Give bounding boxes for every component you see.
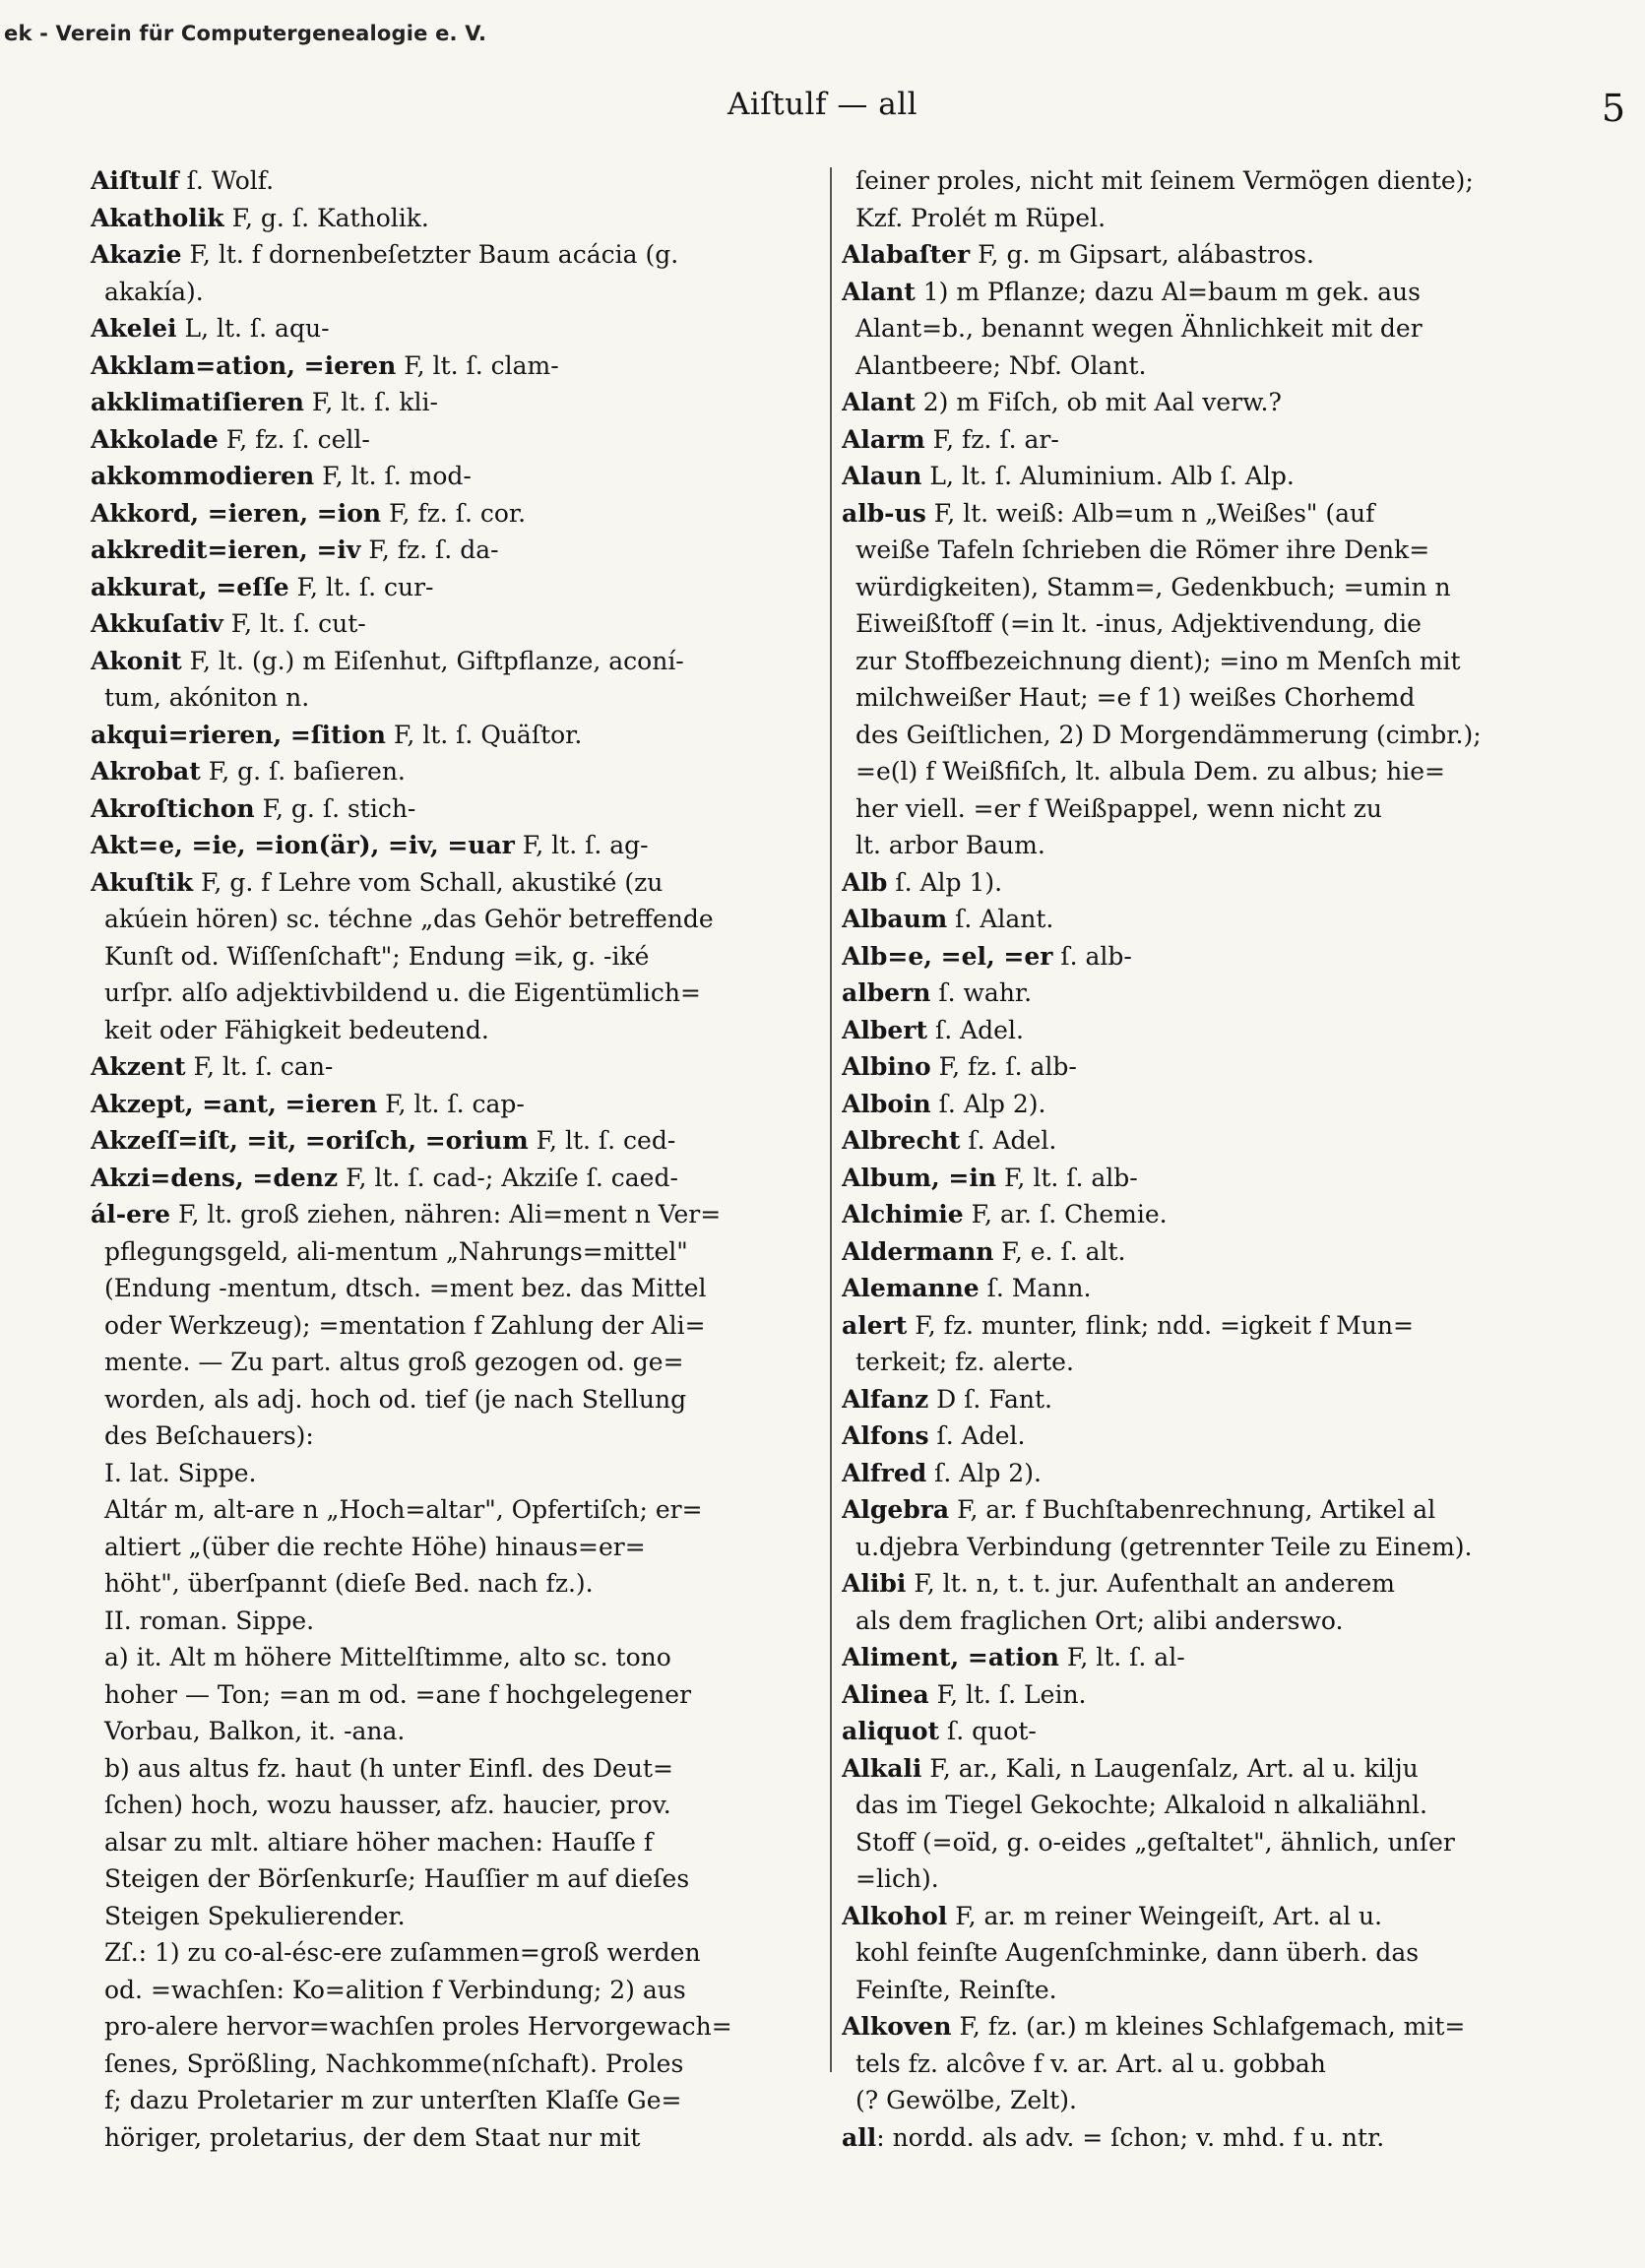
entry-line [842, 1898, 1590, 1935]
entry-line [842, 1491, 1590, 1529]
entry-line [91, 901, 837, 938]
entry-line [91, 2046, 837, 2083]
entry-text: ſ. Alp 1). [887, 867, 1003, 897]
entry-line [842, 458, 1590, 495]
entry-text: 1) m Pflanze; dazu Al=baum m gek. aus [915, 277, 1421, 306]
entry-line [91, 569, 837, 606]
entry-text: F, g. ſ. Katholik. [223, 203, 429, 232]
entry-text: lt. arbor Baum. [855, 831, 1045, 859]
entry-text: f; dazu Proletarier m zur unterſten Klaſſe Ge= [104, 2086, 682, 2114]
entry-text: her viell. =er f Weißpappel, wenn nicht zu [855, 793, 1382, 823]
entry-line [91, 1381, 837, 1418]
entry-text: ſenes, Sprößling, Nachkomme(nſchaft). Proles [104, 2048, 684, 2078]
entry-text: F, lt. ſ. Quäſtor. [385, 720, 583, 749]
entry-text: pflegungsgeld, ali-mentum „Nahrungs=mittel" [104, 1236, 688, 1266]
entry-line [91, 938, 837, 976]
headword: Alfred [842, 1458, 927, 1487]
headword: akqui=rieren, =ſition [91, 720, 386, 749]
entry-text: ſ. Adel. [927, 1015, 1024, 1044]
entry-line [842, 384, 1590, 421]
entry-line [91, 384, 837, 421]
entry-line [91, 790, 837, 828]
entry-line [91, 310, 837, 347]
entry-line [91, 1529, 837, 1566]
entry-line [842, 1122, 1590, 1160]
entry-text: ſ. Mann. [979, 1274, 1092, 1302]
entry-text: F, lt. ſ. cur- [288, 572, 434, 601]
entry-line [842, 421, 1590, 459]
headword: Alfanz [842, 1384, 929, 1414]
headword: Akt=e, =ie, =ion(är), =iv, =uar [91, 831, 515, 859]
entry-text: keit oder Fähigkeit bedeutend. [104, 1015, 489, 1044]
headword: Akuſtik [91, 867, 194, 897]
entry-text: urſpr. alſo adjektivbildend u. die Eigentümlich= [104, 978, 701, 1007]
entry-line [91, 458, 837, 495]
entry-text: F, lt. ſ. ced- [528, 1126, 676, 1155]
entry-line [842, 1160, 1590, 1197]
headword: Alabaſter [842, 240, 971, 269]
entry-text: des Beſchauers): [104, 1421, 314, 1450]
headword: akkommodieren [91, 462, 315, 490]
entry-line [91, 347, 837, 385]
entry-line [842, 1824, 1590, 1861]
entry-line [91, 1713, 837, 1750]
page-number: 5 [1601, 87, 1625, 130]
headword: Alb [842, 867, 888, 897]
entry-line [91, 1898, 837, 1935]
headword: Alarm [842, 424, 925, 454]
entry-line [91, 1676, 837, 1714]
entry-line [842, 200, 1590, 237]
entry-text: F, ar. f Buchſtabenrechnung, Artikel al [949, 1495, 1436, 1524]
headword: Akzeſſ=iſt, =it, =oriſch, =orium [91, 1126, 529, 1155]
entry-line [91, 274, 837, 311]
entry-text: ſ. Alp 2). [930, 1089, 1046, 1118]
headword: Aiſtulf [91, 166, 179, 195]
entry-line [842, 1455, 1590, 1492]
entry-text: F, lt. ſ. cad-; Akziſe ſ. caed- [338, 1163, 678, 1192]
entry-line [842, 864, 1590, 902]
entry-line [842, 1048, 1590, 1086]
headword: Albrecht [842, 1126, 961, 1155]
entry-text: I. lat. Sippe. [104, 1458, 257, 1487]
entry-text: F, g. m Gipsart, alábastros. [970, 240, 1314, 269]
headword: Alant [842, 277, 916, 306]
entry-text: b) aus altus fz. haut (h unter Einfl. des Deut= [104, 1753, 673, 1783]
entry-text: =lich). [855, 1864, 939, 1893]
headword: Akzent [91, 1052, 186, 1081]
headword: Akonit [91, 646, 182, 675]
entry-text: a) it. Alt m höhere Mittelſtimme, alto sc. tono [104, 1643, 671, 1671]
entry-line [842, 236, 1590, 274]
entry-text: F, lt. (g.) m Eiſenhut, Giftpflanze, aconí- [181, 646, 684, 675]
entry-line [91, 1565, 837, 1603]
entry-text: F, lt. n, t. t. jur. Aufenthalt an anderem [906, 1569, 1395, 1598]
entry-line [842, 938, 1590, 976]
entry-line [91, 162, 837, 200]
entry-line [842, 1086, 1590, 1123]
entry-line [91, 1160, 837, 1197]
headword: Akkord, =ieren, =ion [91, 498, 382, 528]
entry-text: Altár m, alt-are n „Hoch=altar", Opfertiſch; er= [104, 1495, 703, 1524]
entry-text: Alantbeere; Nbf. Olant. [855, 350, 1147, 380]
entry-line [91, 1787, 837, 1824]
entry-text: u.djebra Verbindung (getrennter Teile zu Einem). [855, 1532, 1473, 1561]
entry-line [91, 1824, 837, 1861]
entry-text: F, fz. munter, flink; ndd. =igkeit f Mun= [907, 1310, 1414, 1340]
entry-line [842, 1787, 1590, 1824]
entry-line [91, 236, 837, 274]
entry-text: worden, als adj. hoch od. tief (je nach Stellung [104, 1384, 687, 1414]
entry-text: hoher — Ton; =an m od. =ane f hochgelegener [104, 1679, 692, 1709]
entry-text: pro-alere hervor=wachſen proles Hervorgewach= [104, 2012, 732, 2041]
entry-line [91, 605, 837, 643]
entry-text: F, lt. ſ. cap- [377, 1089, 525, 1118]
entry-line [842, 2008, 1590, 2046]
entry-line [842, 310, 1590, 347]
entry-line [91, 643, 837, 680]
headword: Alboin [842, 1089, 931, 1118]
entry-text: akúein hören) sc. téchne „das Gehör betreffende [104, 905, 714, 933]
entry-text: weiße Tafeln ſchrieben die Römer ihre Denk= [855, 536, 1430, 564]
entry-line [842, 753, 1590, 790]
entry-line [842, 162, 1590, 200]
entry-text: ſ. Adel. [960, 1126, 1057, 1155]
headword: akkurat, =eſſe [91, 572, 289, 601]
entry-text: II. roman. Sippe. [104, 1606, 315, 1635]
entry-line [91, 1307, 837, 1345]
entry-line [842, 1713, 1590, 1750]
entry-text: das im Tiegel Gekochte; Alkaloid n alkaliähnl. [855, 1791, 1427, 1819]
entry-text: ſ. quot- [939, 1717, 1037, 1745]
entry-line [91, 1455, 837, 1492]
headword: Alemanne [842, 1274, 980, 1302]
entry-text: Zſ.: 1) zu co-al-ésc-ere zuſammen=groß werden [104, 1938, 701, 1967]
entry-line [842, 790, 1590, 828]
entry-text: F, lt. ſ. al- [1058, 1643, 1185, 1671]
entry-text: L, lt. ſ. aqu- [176, 314, 330, 343]
entry-text: tum, akóniton n. [104, 683, 310, 712]
entry-text: (? Gewölbe, Zelt). [855, 2086, 1077, 2114]
entry-line [842, 1860, 1590, 1898]
headword: Alinea [842, 1679, 929, 1709]
entry-line [842, 1233, 1590, 1271]
headword: ál-ere [91, 1200, 171, 1228]
entry-text: Kunſt od. Wiſſenſchaft"; Endung =ik, g. -iké [104, 941, 650, 971]
entry-text: F, lt. ſ. alb- [996, 1163, 1138, 1192]
entry-line [91, 1972, 837, 2009]
headword: Akelei [91, 314, 177, 343]
headword: Algebra [842, 1495, 950, 1524]
entry-text: F, lt. ſ. clam- [396, 350, 559, 380]
entry-text: F, fz. ſ. da- [360, 536, 499, 564]
entry-text: ſ. Wolf. [178, 166, 275, 195]
watermark: ek - Verein für Computergenealogie e. V. [4, 22, 487, 45]
entry-text: F, lt. ſ. ag- [514, 831, 649, 859]
entry-line [842, 1529, 1590, 1566]
entry-text: F, ar. ſ. Chemie. [963, 1200, 1168, 1228]
entry-line [842, 1012, 1590, 1049]
entry-text: Feinſte, Reinſte. [855, 1975, 1057, 2004]
entry-text: ſchen) hoch, wozu hausser, afz. haucier, prov. [104, 1791, 671, 1819]
entry-line [842, 643, 1590, 680]
entry-line [842, 679, 1590, 717]
headword: Albaum [842, 905, 948, 933]
entry-text: F, g. ſ. stich- [254, 793, 416, 823]
headword: Alchimie [842, 1200, 964, 1228]
entry-line [91, 200, 837, 237]
entry-line [91, 2119, 837, 2157]
entry-text: F, fz. ſ. alb- [930, 1052, 1077, 1081]
entry-line [91, 1491, 837, 1529]
entry-text: F, lt. ſ. kli- [303, 388, 438, 416]
headword: Akzi=dens, =denz [91, 1163, 339, 1192]
entry-line [842, 1418, 1590, 1455]
entry-text: : nordd. als adv. = ſchon; v. mhd. f u. ntr. [876, 2122, 1385, 2152]
entry-line [842, 605, 1590, 643]
entry-text: 2) m Fiſch, ob mit Aal verw.? [915, 388, 1282, 416]
entry-line [842, 2082, 1590, 2119]
entry-text: F, ar. m reiner Weingeiſt, Art. al u. [947, 1901, 1383, 1930]
entry-line [91, 1639, 837, 1676]
entry-line [91, 975, 837, 1012]
headword: albern [842, 978, 931, 1007]
entry-line [91, 1418, 837, 1455]
entry-text: F, lt. ſ. mod- [314, 462, 472, 490]
entry-text: F, g. f Lehre vom Schall, akustiké (zu [193, 867, 664, 897]
entry-text: ſ. Adel. [928, 1421, 1026, 1450]
entry-line [842, 975, 1590, 1012]
entry-text: F, lt. f dornenbeſetzter Baum acácia (g. [181, 240, 679, 269]
entry-text: alsar zu mlt. altiare höher machen: Hauſſe f [104, 1827, 654, 1857]
entry-line [91, 1750, 837, 1788]
entry-text: F, lt. groß ziehen, nähren: Ali=ment n Ver= [170, 1200, 722, 1228]
headword: Alaun [842, 462, 922, 490]
entry-line [842, 717, 1590, 754]
headword: Akklam=ation, =ieren [91, 350, 397, 380]
entry-text: F, lt. ſ. Lein. [928, 1679, 1087, 1709]
headword: Alant [842, 388, 916, 416]
headword: Alkohol [842, 1901, 948, 1930]
entry-text: Vorbau, Balkon, it. -ana. [104, 1717, 406, 1745]
headword: Albert [842, 1015, 927, 1044]
entry-line [842, 1934, 1590, 1972]
entry-line [91, 1048, 837, 1086]
entry-line [842, 274, 1590, 311]
headword: Album, =in [842, 1163, 997, 1192]
entry-text: D ſ. Fant. [928, 1384, 1052, 1414]
entry-text: ſ. Alp 2). [926, 1458, 1042, 1487]
entry-text: zur Stoffbezeichnung dient); =ino m Menſch mit [855, 646, 1461, 675]
entry-text: Steigen Spekulierender. [104, 1901, 406, 1930]
entry-text: F, fz. ſ. cell- [218, 424, 370, 454]
headword: aliquot [842, 1717, 940, 1745]
entry-line [842, 1676, 1590, 1714]
entry-text: Eiweißſtoff (=in lt. -inus, Adjektivendung, die [855, 609, 1422, 638]
entry-line [91, 495, 837, 533]
entry-text: F, e. ſ. alt. [993, 1236, 1126, 1266]
entry-line [842, 1750, 1590, 1788]
entry-line [842, 1307, 1590, 1345]
headword: Akatholik [91, 203, 224, 232]
entry-text: als dem fraglichen Ort; alibi anderswo. [855, 1606, 1344, 1635]
entry-line [91, 1603, 837, 1640]
entry-text: höriger, proletarius, der dem Staat nur mit [104, 2122, 641, 2152]
entry-text: des Geiſtlichen, 2) D Morgendämmerung (cimbr.); [855, 720, 1482, 749]
headword: Akkuſativ [91, 609, 223, 638]
headword: Akazie [91, 240, 182, 269]
entry-text: F, fz. ſ. ar- [924, 424, 1059, 454]
entry-line [842, 901, 1590, 938]
entry-text: Kzf. Prolét m Rüpel. [855, 203, 1107, 232]
headword: Alkoven [842, 2012, 952, 2041]
entry-text: F, lt. weiß: Alb=um n „Weißes" (auf [925, 498, 1375, 528]
entry-line [91, 864, 837, 902]
headword: Alibi [842, 1569, 907, 1598]
entry-line [842, 347, 1590, 385]
entry-text: tels fz. alcôve f v. ar. Art. al u. gobbah [855, 2048, 1326, 2078]
entry-text: Alant=b., benannt wegen Ähnlichkeit mit der [855, 314, 1423, 343]
headword: Alkali [842, 1753, 922, 1783]
entry-line [91, 679, 837, 717]
entry-text: terkeit; fz. alerte. [855, 1348, 1074, 1376]
entry-text: F, lt. ſ. can- [185, 1052, 334, 1081]
entry-line [842, 1639, 1590, 1676]
headword: alert [842, 1310, 908, 1340]
headword: Akrobat [91, 757, 201, 786]
entry-line [91, 1086, 837, 1123]
headword: Aldermann [842, 1236, 994, 1266]
headword: Akzept, =ant, =ieren [91, 1089, 378, 1118]
entry-line [91, 717, 837, 754]
entry-text: ſeiner proles, nicht mit ſeinem Vermögen diente); [855, 166, 1474, 195]
entry-text: ſ. wahr. [930, 978, 1033, 1007]
headword: akkredit=ieren, =iv [91, 536, 361, 564]
entry-line [842, 495, 1590, 533]
entry-line [91, 1012, 837, 1049]
entry-line [842, 1972, 1590, 2009]
running-head: Aiſtulf — all [727, 87, 918, 122]
entry-line [842, 827, 1590, 864]
headword: Alfons [842, 1421, 929, 1450]
entry-line [842, 1381, 1590, 1418]
entry-line [91, 2082, 837, 2119]
entry-text: oder Werkzeug); =mentation f Zahlung der Ali= [104, 1310, 706, 1340]
entry-text: akakía). [104, 277, 204, 306]
entry-text: (Endung -mentum, dtsch. =ment bez. das Mittel [104, 1274, 707, 1302]
entry-line [842, 1270, 1590, 1307]
entry-line [91, 753, 837, 790]
entry-text: F, ar., Kali, n Laugenſalz, Art. al u. kilju [921, 1753, 1419, 1783]
entry-line [842, 1603, 1590, 1640]
entry-text: kohl feinſte Augenſchminke, dann überh. das [855, 1938, 1420, 1967]
entry-text: Steigen der Börſenkurſe; Hauſſier m auf dieſes [104, 1864, 690, 1893]
entry-text: milchweißer Haut; =e f 1) weißes Chorhemd [855, 683, 1416, 712]
entry-text: =e(l) f Weißfiſch, lt. albula Dem. zu albus; hie= [855, 757, 1445, 786]
entry-line [842, 1196, 1590, 1233]
entry-line [91, 532, 837, 569]
entry-line [91, 1270, 837, 1307]
headword: akklimatiſieren [91, 388, 304, 416]
entry-line [842, 2119, 1590, 2157]
entry-text: würdigkeiten), Stamm=, Gedenkbuch; =umin n [855, 572, 1451, 601]
entry-line [91, 827, 837, 864]
entry-line [842, 1565, 1590, 1603]
entry-line [91, 1196, 837, 1233]
headword: all [842, 2122, 877, 2152]
entry-text: od. =wachſen: Ko=alition f Verbindung; 2) aus [104, 1975, 686, 2004]
entry-text: höht", überſpannt (dieſe Bed. nach fz.). [104, 1569, 594, 1598]
entry-line [91, 1860, 837, 1898]
entry-line [91, 2008, 837, 2046]
entry-text: F, lt. ſ. cut- [222, 609, 366, 638]
headword: Akkolade [91, 424, 219, 454]
column-divider [830, 167, 832, 2072]
entry-line [91, 1344, 837, 1381]
entry-text: Stoff (=oïd, g. o-eides „geſtaltet", ähnlich, unſer [855, 1827, 1455, 1857]
entry-text: F, g. ſ. baſieren. [200, 757, 406, 786]
headword: Aliment, =ation [842, 1643, 1059, 1671]
entry-text: F, fz. ſ. cor. [381, 498, 527, 528]
entry-line [91, 421, 837, 459]
right-column [842, 162, 1590, 2156]
entry-line [842, 1344, 1590, 1381]
entry-line [91, 1233, 837, 1271]
entry-text: mente. — Zu part. altus groß gezogen od. ge= [104, 1348, 684, 1376]
headword: alb-us [842, 498, 926, 528]
entry-text: L, lt. ſ. Aluminium. Alb ſ. Alp. [921, 462, 1295, 490]
entry-text: F, fz. (ar.) m kleines Schlafgemach, mit= [951, 2012, 1466, 2041]
entry-text: altiert „(über die rechte Höhe) hinaus=er= [104, 1532, 646, 1561]
headword: Albino [842, 1052, 931, 1081]
entry-line [91, 1934, 837, 1972]
headword: Alb=e, =el, =er [842, 941, 1053, 971]
headword: Akroſtichon [91, 793, 255, 823]
entry-line [842, 569, 1590, 606]
entry-text: ſ. alb- [1052, 941, 1132, 971]
left-column [91, 162, 837, 2156]
entry-line [91, 1122, 837, 1160]
entry-text: ſ. Alant. [947, 905, 1054, 933]
entry-line [842, 2046, 1590, 2083]
entry-line [842, 532, 1590, 569]
